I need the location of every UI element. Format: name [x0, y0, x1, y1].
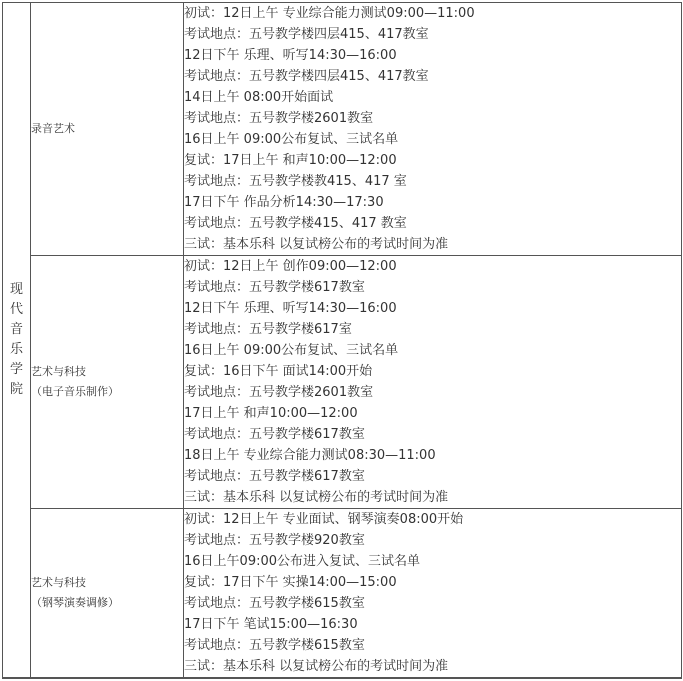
schedule-line: 17日上午 和声10:00—12:00	[184, 406, 358, 421]
schedule-line: 考试地点：五号教学楼617教室	[184, 280, 365, 295]
major-cell	[31, 509, 184, 678]
schedule-line: 17日下午 笔试15:00—16:30	[184, 617, 358, 632]
schedule-line: 考试地点：五号教学楼615教室	[184, 638, 365, 653]
major-name: 艺术与科技	[31, 576, 86, 589]
college-name-char: 代	[9, 302, 23, 317]
major-name: 艺术与科技	[31, 365, 86, 378]
major-cell	[31, 3, 184, 256]
schedule-line: 16日上午 09:00公布复试、三试名单	[184, 343, 399, 358]
schedule-line: 18日上午 专业综合能力测试08:30—11:00	[184, 448, 436, 463]
exam-schedule-table	[2, 2, 682, 678]
schedule-line: 考试地点：五号教学楼615教室	[184, 596, 365, 611]
college-name-char: 乐	[9, 342, 23, 357]
major-subtitle: （电子音乐制作）	[31, 385, 119, 398]
college-name-char: 现	[9, 282, 23, 297]
major-cell	[31, 256, 184, 509]
schedule-line: 初试：12日上午 专业综合能力测试09:00—11:00	[184, 6, 475, 21]
schedule-line: 考试地点：五号教学楼教415、417 室	[184, 174, 407, 189]
schedule-line: 复试：17日上午 和声10:00—12:00	[184, 153, 397, 168]
schedule-line: 17日下午 作品分析14:30—17:30	[184, 195, 384, 210]
schedule-line: 复试：16日下午 面试14:00开始	[184, 364, 373, 379]
schedule-line: 考试地点：五号教学楼2601教室	[184, 111, 374, 126]
schedule-line: 考试地点：五号教学楼四层415、417教室	[184, 27, 429, 42]
schedule-line: 16日上午 09:00公布复试、三试名单	[184, 132, 399, 147]
schedule-line: 三试：基本乐科 以复试榜公布的考试时间为准	[184, 659, 449, 674]
schedule-details-cell	[184, 509, 682, 678]
schedule-line: 16日上午09:00公布进入复试、三试名单	[184, 554, 421, 569]
schedule-line: 12日下午 乐理、听写14:30—16:00	[184, 48, 397, 63]
schedule-line: 复试：17日下午 实操14:00—15:00	[184, 575, 397, 590]
bottom-divider	[2, 678, 682, 679]
table-row	[3, 256, 682, 509]
schedule-line: 14日上午 08:00开始面试	[184, 90, 334, 105]
major-subtitle: （钢琴演奏调修）	[31, 596, 119, 609]
schedule-line: 考试地点：五号教学楼2601教室	[184, 385, 374, 400]
schedule-details-cell	[184, 256, 682, 509]
schedule-line: 考试地点：五号教学楼617室	[184, 322, 352, 337]
major-name: 录音艺术	[31, 122, 75, 135]
college-name-char: 院	[9, 382, 23, 397]
schedule-line: 初试：12日上午 专业面试、钢琴演奏08:00开始	[184, 512, 464, 527]
table-row	[3, 509, 682, 678]
schedule-line: 考试地点：五号教学楼920教室	[184, 533, 365, 548]
schedule-line: 考试地点：五号教学楼415、417 教室	[184, 216, 407, 231]
schedule-line: 考试地点：五号教学楼617教室	[184, 469, 365, 484]
schedule-line: 考试地点：五号教学楼617教室	[184, 427, 365, 442]
college-name-char: 音	[9, 322, 23, 337]
schedule-line: 考试地点：五号教学楼四层415、417教室	[184, 69, 429, 84]
schedule-line: 三试：基本乐科 以复试榜公布的考试时间为准	[184, 490, 449, 505]
schedule-line: 三试：基本乐科 以复试榜公布的考试时间为准	[184, 237, 449, 252]
schedule-line: 12日下午 乐理、听写14:30—16:00	[184, 301, 397, 316]
schedule-details-cell	[184, 3, 682, 256]
college-cell	[3, 3, 31, 678]
schedule-line: 初试：12日上午 创作09:00—12:00	[184, 259, 397, 274]
table-row	[3, 3, 682, 256]
college-name-char: 学	[9, 362, 23, 377]
